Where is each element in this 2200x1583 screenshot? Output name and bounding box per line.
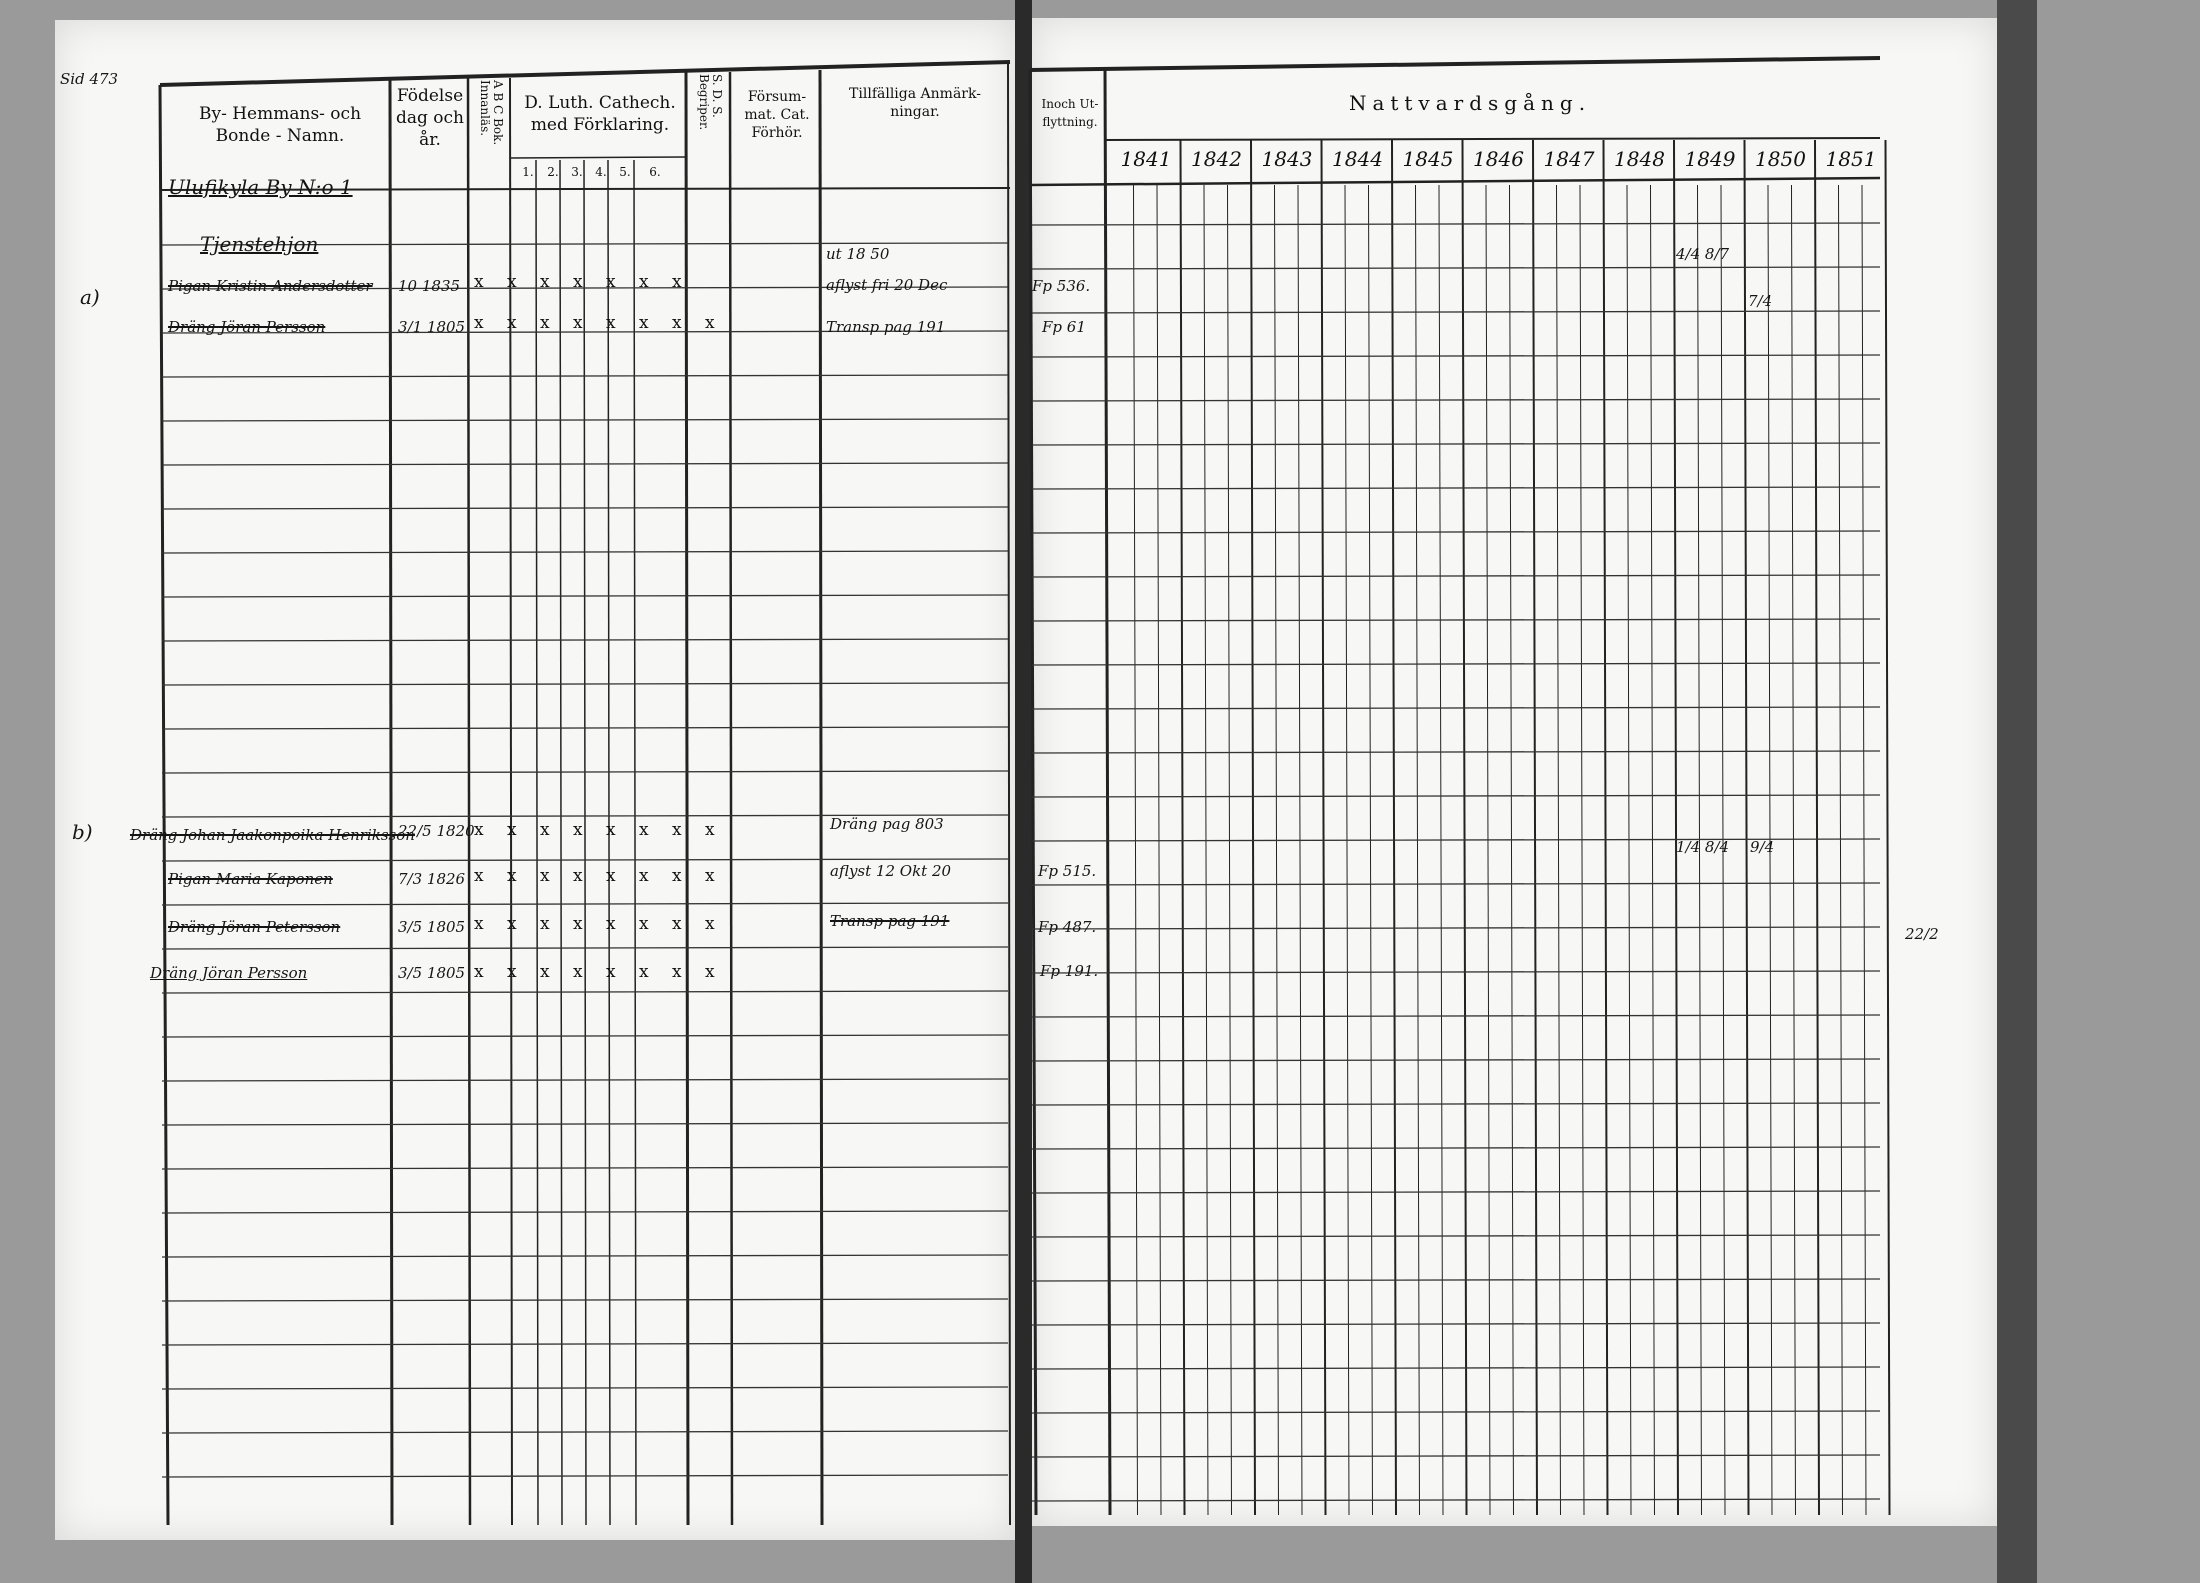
entry-b2-birth: 7/3 1826	[398, 870, 466, 888]
page-number-note: Sid 473	[60, 70, 119, 88]
header-catech: D. Luth. Cathech. med Förklaring.	[524, 93, 676, 135]
header-flytt: Inoch Ut- flyttning.	[1041, 97, 1099, 129]
year-1841: 1841	[1120, 147, 1172, 171]
entry-b2-note: aflyst 12 Okt 20	[830, 862, 952, 880]
entry-a2-marks: x x x x x x x x	[474, 313, 724, 333]
year-1849: 1849	[1684, 147, 1736, 171]
nattvard-b-1849: 1/4 8/4	[1676, 838, 1730, 856]
entry-b1-birth: 22/5 1820	[398, 822, 475, 840]
village-name: Ulufikyla By N:o 1	[168, 175, 353, 199]
year-1850: 1850	[1755, 147, 1806, 171]
header-birth: Födelse dag och år.	[395, 86, 464, 150]
year-1848: 1848	[1614, 147, 1665, 171]
year-1851: 1851	[1825, 147, 1877, 171]
entry-b2-marks: x x x x x x x x	[474, 866, 724, 886]
entry-b3-name: Dräng Jöran Petersson	[168, 918, 341, 936]
nattvard-a-1849: 4/4 8/7	[1676, 245, 1730, 263]
header-nattvard: Nattvardsgång.	[1348, 91, 1592, 115]
section-a-letter: a)	[80, 285, 100, 309]
entry-b4-marks: x x x x x x x x	[474, 962, 724, 982]
header-abc: A B C Bok. Innanläs.	[478, 80, 505, 146]
entry-a2-name: Dräng Jöran Persson	[168, 318, 326, 336]
year-1846: 1846	[1473, 147, 1524, 171]
catech-col-4: 4.	[595, 165, 607, 179]
entry-b1-marks: x x x x x x x x	[474, 820, 724, 840]
entry-a1-note: ut 18 50	[826, 245, 890, 263]
farm-name: Tjenstehjon	[200, 232, 319, 256]
year-1842: 1842	[1191, 147, 1242, 171]
entry-a1-birth: 10 1835	[398, 277, 461, 295]
entry-b1-name: Dräng Johan Jaakonpoika Henriksson	[130, 826, 415, 844]
catech-col-3: 3.	[571, 165, 583, 179]
nattvard-b-1850: 9/4	[1750, 838, 1775, 856]
entry-a1-flytt: Fp 536.	[1032, 277, 1091, 295]
entry-b4-name: Dräng Jöran Persson	[150, 964, 308, 982]
header-anm: Tillfälliga Anmärk- ningar.	[849, 86, 981, 120]
catech-col-2: 2.	[547, 165, 559, 179]
entry-b4-birth: 3/5 1805	[398, 964, 466, 982]
entry-a2-birth: 3/1 1805	[398, 318, 466, 336]
catech-col-1: 1.	[522, 165, 534, 179]
header-forsum: Försum- mat. Cat. Förhör.	[744, 89, 810, 141]
header-name: By- Hemmans- och Bonde - Namn.	[198, 104, 362, 146]
entry-b3-flytt: Fp 487.	[1038, 918, 1097, 936]
year-1845: 1845	[1402, 147, 1454, 171]
nattvard-a-1850: 7/4	[1748, 292, 1773, 310]
entry-b2-name: Pigan Maria Kaponen	[168, 870, 333, 888]
header-sds: S. D. S. Begriper.	[697, 74, 724, 131]
entry-b1-note: Dräng pag 803	[830, 815, 944, 833]
edge-note: 22/2	[1905, 925, 1939, 943]
section-b-letter: b)	[72, 820, 93, 844]
entry-a2-note: Transp pag 191	[826, 318, 946, 336]
entry-a1-marks: x x x x x x x	[474, 272, 691, 292]
year-1843: 1843	[1261, 147, 1313, 171]
entry-b3-birth: 3/5 1805	[398, 918, 466, 936]
year-1847: 1847	[1543, 147, 1595, 171]
entry-b4-flytt: Fp 191.	[1040, 962, 1099, 980]
catech-col-6: 6.	[649, 165, 661, 179]
entry-b3-marks: x x x x x x x x	[474, 914, 724, 934]
entry-a1-name: Pigan Kristin Andersdotter	[168, 277, 373, 295]
entry-a2-flytt: Fp 61	[1042, 318, 1086, 336]
catech-col-5: 5.	[619, 165, 631, 179]
year-1844: 1844	[1332, 147, 1383, 171]
entry-b3-note: Transp pag 191	[830, 912, 950, 930]
entry-a1-note2: aflyst fri 20 Dec	[826, 276, 948, 294]
entry-b2-flytt: Fp 515.	[1038, 862, 1097, 880]
